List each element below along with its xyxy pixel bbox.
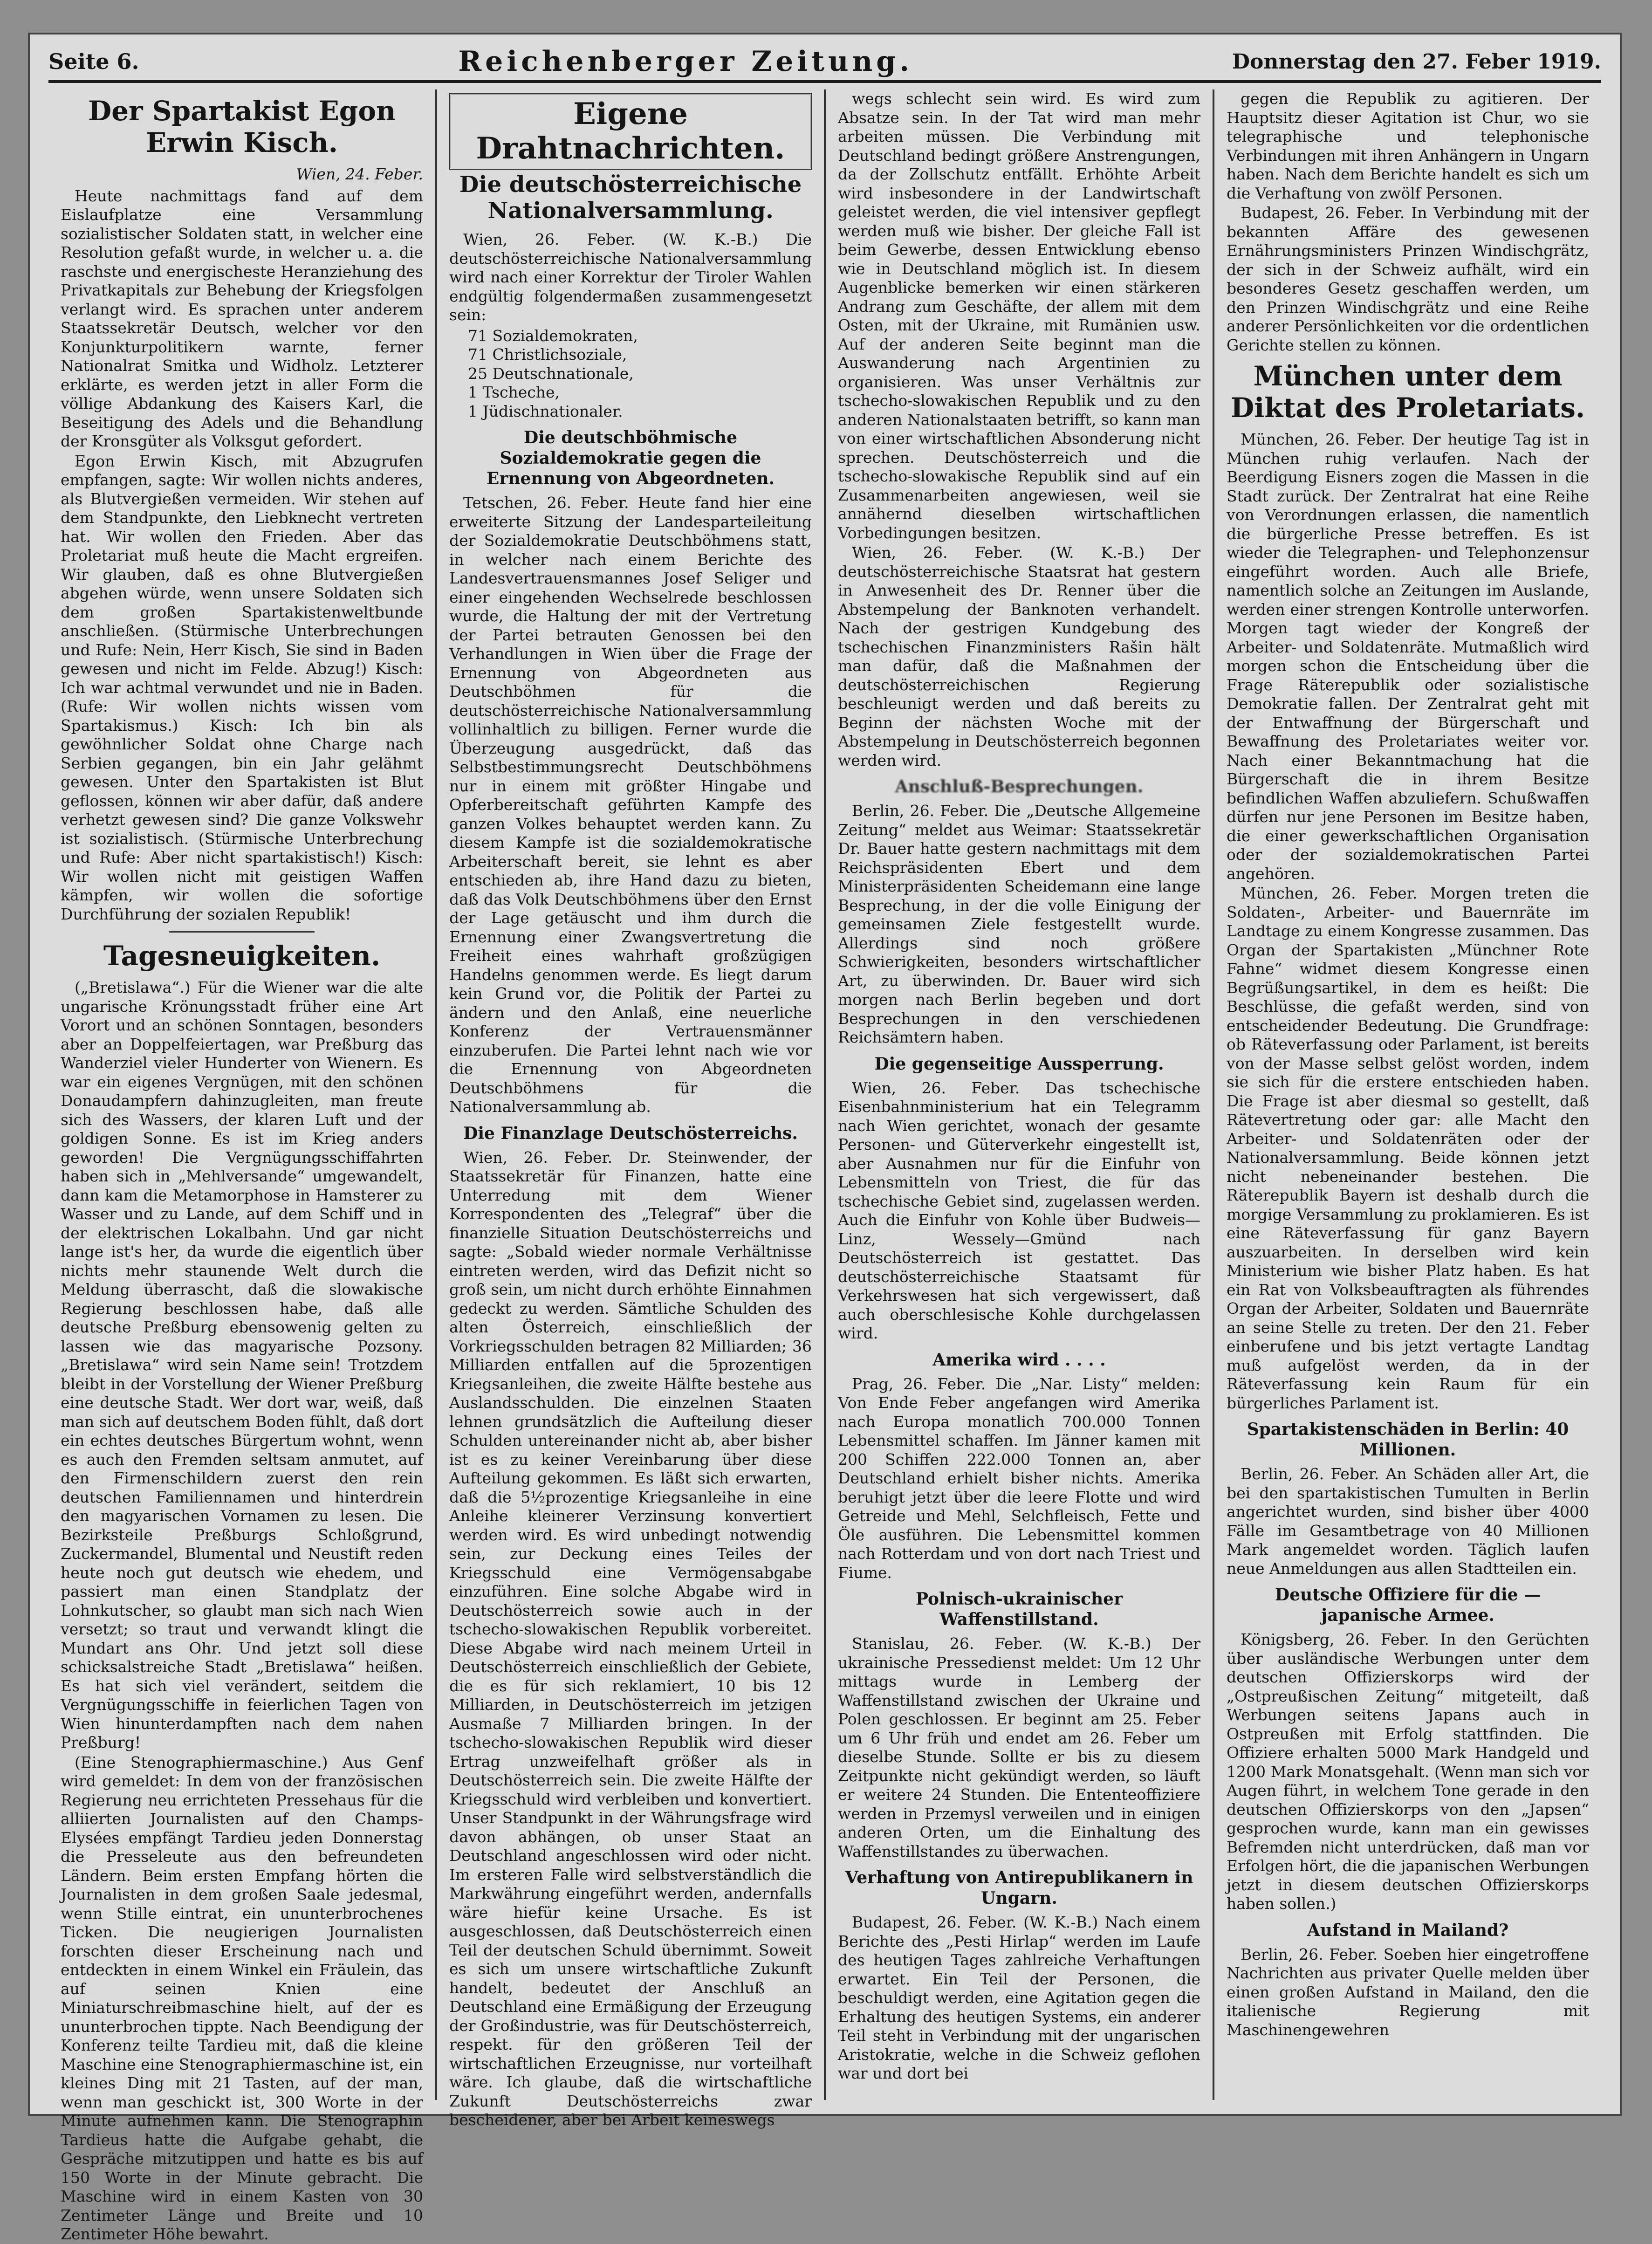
paragraph: Wien, 26. Feber. (W. K.-B.) Der deutschösterreichische Staatsrat hat gestern in Anwesenheit des Dr. Renner über die Abstempelung der Banknoten verhandelt. Nach der gestrigen Kundgebung des tschechischen Finanzministers Rašin hält man dafür, daß die Maßnahmen der deutschösterreichischen Regierung beschleunigt werden und daß bereits zu Beginn der nächsten Woche mit der Abstempelung in Deutschösterreich begonnen werden wird. (838, 543, 1200, 769)
section-title-drahtnachrichten: Eigene Drahtnachrichten. (449, 93, 812, 170)
page-header (48, 43, 1601, 83)
paragraph: Wien, 26. Feber. (W. K.-B.) Die deutschösterreichische Nationalversammlung wird nach einer Korrektur der Tiroler Wahlen endgültig folgendermaßen zusammengesetzt sein: (449, 230, 812, 324)
article-heading: Die Finanzlage Deutschösterreichs. (463, 1123, 798, 1143)
article-title-nationalversammlung: Die deutschösterreichische Nationalversammlung. (459, 172, 802, 224)
article-heading: Aufstand in Mailand? (1307, 1920, 1509, 1940)
paragraph: Berlin, 26. Feber. Die „Deutsche Allgemeine Zeitung“ meldet aus Weimar: Staatssekretär Dr. Bauer hatte gestern nachmittags mit dem Reichspräsidenten Ebert und dem Ministerpräsidenten Scheidemann eine lange Besprechung, in der die volle Einigung der gemeinsamen Ziele festgestellt wurde. Allerdings sind noch größere Schwierigkeiten, besonders wirtschaftlicher Art, zu überwinden. Dr. Bauer wird sich morgen nach Berlin begeben und dort Besprechungen in den verschiedenen Reichsämtern haben. (838, 802, 1200, 1046)
list-item: 71 Sozialdemokraten, (468, 326, 638, 345)
paragraph: Prag, 26. Feber. Die „Nar. Listy“ melden: Von Ende Feber angefangen wird Amerika nach Europa monatlich 700.000 Tonnen Lebensmittel schaffen. Im Jänner kamen mit 200 Schiffen 222.000 Tonnen an, aber Deutschland erhielt bisher nichts. Amerika beruhigt jetzt über die leere Flotte und wird Getreide und Mehl, Selchfleisch, Fette und Öle ausführen. Die Lebensmittel kommen nach Rotterdam und von dort nach Triest und Fiume. (838, 1374, 1200, 1582)
article-heading: Die gegenseitige Aussperrung. (874, 1054, 1164, 1074)
paragraph: („Bretislawa“.) Für die Wiener war die alte ungarische Krönungsstadt früher eine Art Vorort und an schönen Sonntagen, besonders aber an Doppelfeiertagen, war Preßburg das Wanderziel vieler Hunderter von Wienern. Es war ein eigenes Vergnügen, mit den schönen Donaudampfern dahinzugleiten, man freute sich des Wassers, der klaren Luft und der goldigen Sonne. Es ist im Krieg anders geworden! Die Vergnügungsschiffahrten haben sich in „Mehlversande“ umgewandelt, dann kam die Metamorphose in Hamsterer zu Wasser und zu Lande, auf dem Schiff und in der elektrischen Lokalbahn. Und gar nicht lange ist's her, da wurde die eigentlich über nichts mehr staunende Welt durch die Meldung überrascht, daß die slowakische Regierung beschlossen habe, daß alle deutsche Preßburg ebensowenig gelten zu lassen wie das magyarische Pozsony. „Bretislawa“ wird sein Name sein! Trotzdem bleibt in der Vorstellung der Wiener Preßburg eine deutsche Stadt. Wer dort war, weiß, daß man sich auf deutschem Boden fühlt, daß dort ein echtes deutsches Bürgertum wohnt, wenn es auch den Fremden seltsam anmutet, auf den Firmenschildern zuerst den rein deutschen Familiennamen und hinterdrein den magyarischen Vornamen zu lesen. Die Bezirksteile Preßburgs Schloßgrund, Zuckermandel, Blumental und Neustift reden heute noch gut deutsch wie ehedem, und passiert man einen Standplatz der Lohnkutscher, so glaubt man sich nach Wien versetzt; so traut und verwandt klingt die Mundart ans Ohr. Und jetzt soll diese schicksalstreiche Stadt „Bretislawa“ heißen. Es hat sich viel verändert, seitdem die Vergnügungsschiffe in feierlichen Tagen von Wien hinunterdampften nach dem nahen Preßburg! (61, 978, 423, 1751)
article-title-muenchen: München unter dem Diktat des Proletariats. (1230, 360, 1585, 424)
divider (169, 931, 314, 933)
paragraph: Königsberg, 26. Feber. In den Gerüchten über ausländische Werbungen unter dem deutschen Offizierskorps wird der „Ostpreußischen Zeitung“ mitgeteilt, daß Werbungen seitens Japans auch in Ostpreußen mit Erfolg stattfinden. Die Offiziere erhalten 5000 Mark Handgeld und 1200 Mark Monatsgehalt. (Wenn man sich vor Augen führt, in welchem Tone gerade in den deutschen Offizierskorps von den „Japsen“ gesprochen wurde, kann man ein gewisses Befremden nicht unterdrücken, daß man vor Erfolgen hört, die die japanischen Werbungen jetzt in diesem deutschen Offizierskorps haben sollen.) (1227, 1630, 1589, 1913)
list-item: 71 Christlichsoziale, (468, 345, 627, 364)
columns (48, 89, 1601, 2243)
article-title-kisch: Der Spartakist Egon Erwin Kisch. (88, 95, 396, 158)
dateline-kisch: Wien, 24. Feber. (296, 165, 423, 183)
paragraph: München, 26. Feber. Morgen treten die Soldaten-, Arbeiter- und Bauernräte im Landtage zu einem Kongresse zusammen. Das Organ der Spartakisten „Münchner Rote Fahne“ widmet diesem Kongresse einen Begrüßungsartikel, in dem es heißt: Die Beschlüsse, die gefaßt werden, sind von entscheidender Bedeutung. Die Grundfrage: ob Räteverfassung oder Parlament, ist bereits von der Masse selbst gelöst worden, indem sie sich für die erstere entschieden haben. Die Frage ist aber diesmal so gestellt, daß Rätevertretung oder gar: alle Macht den Arbeiter- und Soldatenräten oder der Nationalversammlung. Beide können jetzt nicht nebeneinander bestehen. Die Räterepublik Bayern ist deshalb durch die morgige Versammlung zu proklamieren. Es ist eine Räteverfassung für ganz Bayern auszuarbeiten. In derselben wird kein Ministerium wie bisher Platz haben. Es hat ein Rat von Volksbeauftragten als führendes Organ der Arbeiter, Soldaten und Bauernräte an seine Stelle zu treten. Der den 21. Feber einberufene und bis jetzt vertagte Landtag muß aufgelöst werden, da in der Räteverfassung kein Raum für ein bürgerliches Parlament ist. (1227, 884, 1589, 1412)
paragraph: München, 26. Feber. Der heutige Tag ist in München ruhig verlaufen. Nach der Beerdigung Eisners zogen die Massen in die Stadt zurück. Der Zentralrat hat eine Reihe von Verordnungen erlassen, die namentlich die bürgerliche Presse betreffen. Es ist wieder die Telegraphen- und Telephonzensur eingeführt worden. Auch alle Briefe, namentlich solche an Zeitungen im Auslande, werden einer strengen Kontrolle unterworfen. Morgen tagt wieder der Kongreß der Arbeiter- und Soldatenräte. Mutmaßlich wird morgen schon die Entscheidung über die Frage Räterepublik oder sozialistische Demokratie fallen. Der Zentralrat geht mit der Entwaffnung der Bürgerschaft und Bewaffnung des Proletariates weiter vor. Nach einer Bekanntmachung hat die Bürgerschaft die in ihrem Besitze befindlichen Waffen abzuliefern. Schußwaffen dürfen nur jene Personen im Besitze haben, die einer gewerkschaftlichen Organisation oder der sozialdemokratischen Partei angehören. (1227, 430, 1589, 883)
seat-list (468, 327, 812, 421)
paragraph: Stanislau, 26. Feber. (W. K.-B.) Der ukrainische Pressedienst meldet: Um 12 Uhr mittags wurde in Lemberg der Waffenstillstand zwischen der Ukraine und Polen geschlossen. Er beginnt am 25. Feber um 6 Uhr früh und endet am 26. Feber um dieselbe Stunde. Sollte er bis zu diesem Zeitpunkte nicht gekündigt werden, so läuft er weitere 24 Stunden. Die Ententeoffiziere werden in Przemysl verweilen und in einigen anderen Orten, um die Einhaltung des Waffenstillstandes zu überwachen. (838, 1634, 1200, 1860)
paragraph: Budapest, 26. Feber. (W. K.-B.) Nach einem Berichte des „Pesti Hirlap“ werden im Laufe des heutigen Tages zahlreiche Verhaftungen erwartet. Ein Teil der Personen, die beschuldigt werden, eine Agitation gegen die Erhaltung des heutigen Systems, ein anderer Teil steht in Verbindung mit der ungarischen Aristokratie, welche in die Schweiz geflohen war und dort bei (838, 1913, 1200, 2082)
article-heading: Die deutschböhmische Sozialdemokratie gegen die Ernennung von Abgeordneten. (486, 428, 775, 488)
list-item: 1 Jüdischnationaler. (468, 402, 623, 420)
paragraph: Berlin, 26. Feber. An Schäden aller Art, die bei den spartakistischen Tumulten in Berlin angerichtet wurden, sind bisher über 4000 Fälle im Gesamtbetrage von 40 Millionen Mark angemeldet worden. Täglich laufen neue Anmeldungen aus allen Stadtteilen ein. (1227, 1465, 1589, 1578)
list-item: 25 Deutschnationale, (468, 364, 634, 383)
newspaper-page (28, 33, 1622, 2243)
paragraph: (Eine Stenographiermaschine.) Aus Genf wird gemeldet: In dem von der französischen Regierung neu errichteten Pressehaus für die alliierten Journalisten auf den Champs-Elysées empfängt Tardieu jeden Donnerstag die Presseleute aus den befreundeten Ländern. Beim ersten Empfang hörten die Journalisten in dem großen Saale jedesmal, wenn Stille eintrat, ein ununterbrochenes Ticken. Die neugierigen Journalisten forschten dieser Erscheinung nach und entdeckten in einem Winkel ein Fräulein, das auf seinen Knien eine Miniaturschreibmaschine hielt, auf der es ununterbrochen tippte. Nach Beendigung der Konferenz teilte Tardieu mit, daß die kleine Maschine eine Stenographiermaschine ist, ein kleines Ding mit 21 Tasten, auf der man, wenn man geschickt ist, 300 Worte in der Minute aufnehmen kann. Die Stenographin Tardieus hatte die Aufgabe gehabt, die Gespräche mitzutippen und hatte es bis auf 150 Worte in der Minute gebracht. Die Maschine wird in einem Kasten von 30 Zentimeter Länge und Breite und 10 Zentimeter Höhe bewahrt. (61, 1753, 423, 2243)
article-heading: Deutsche Offiziere für die — japanische Armee. (1275, 1585, 1541, 1625)
paragraph: Budapest, 26. Feber. In Verbindung mit der bekannten Affäre des gewesenen Ernährungsministers Prinzen Windischgrätz, der sich in der Schweiz aufhält, wird ein besonderes Gesetz geschaffen werden, um den Prinzen Windischgrätz und eine Reihe anderer Persönlichkeiten vor die ordentlichen Gerichte stellen zu können. (1227, 204, 1589, 354)
paragraph: Wien, 26. Feber. Dr. Steinwender, der Staatssekretär für Finanzen, hatte eine Unterredung mit dem Wiener Korrespondenten des „Telegraf“ über die finanzielle Situation Deutschösterreichs und sagte: „Sobald wieder normale Verhältnisse eintreten werden, wird das Defizit nicht so groß sein, um nicht durch erhöhte Einnahmen gedeckt zu werden. Sämtliche Schulden des alten Österreich, einschließlich der Vorkriegsschulden betragen 82 Milliarden; 36 Milliarden entfallen auf die 5prozentigen Kriegsanleihen, die zweite Hälfte bestehe aus Auslandsschulden. Die einzelnen Staaten lehnen grundsätzlich die Aufteilung dieser Schulden untereinander nicht ab, aber bisher ist es zu keiner Vereinbarung über diese Aufteilung gekommen. Es läßt sich erwarten, daß die 5½prozentige Kriegsanleihe in eine Anleihe kleinerer Verzinsung konvertiert werden wird. Es wird unbedingt notwendig sein, zur Deckung eines Teiles der Kriegsschuld eine Vermögensabgabe einzuführen. Eine solche Abgabe wird in Deutschösterreich sowie auch in der tschecho-slowakischen Republik vorbereitet. Diese Abgabe wird nach meinem Urteil in Deutschösterreich einschließlich der Gebiete, die es für sich reklamiert, 10 bis 12 Milliarden, in Deutschösterreich im jetzigen Ausmaße 7 Milliarden bringen. In der tschecho-slowakischen Republik wird dieser Ertrag unzweifelhaft größer als in Deutschösterreich sein. Die zweite Hälfte der Kriegsschuld wird verbleiben und konvertiert. Unser Standpunkt in der Währungsfrage wird davon abhängen, ob unser Staat an Deutschland angeschlossen wird oder nicht. Im ersteren Falle wird selbstverständlich die Markwährung eingeführt werden, andernfalls wäre hiefür keine Ursache. Es ist ausgeschlossen, daß Deutschösterreich einen Teil der deutschen Schuld übernimmt. Soweit es sich um unsere wirtschaftliche Zukunft handelt, bedeutet der Anschluß an Deutschland eine Ermäßigung der Erzeugung der Großindustrie, was für Deutschösterreich, respekt. für den größeren Teil der wirtschaftlichen Erzeugnisse, nur vorteilhaft wäre. Ich glaube, daß die wirtschaftliche Zukunft Deutschösterreichs zwar bescheidener, aber bei Arbeit keineswegs (449, 1148, 812, 2129)
paragraph: wegs schlecht sein wird. Es wird zum Absatze sein. In der Tat wird man mehr arbeiten müssen. Die Verbindung mit Deutschland bedingt größere Anstrengungen, da der Zollschutz entfällt. Erhöhte Arbeit wird insbesondere in der Landwirtschaft geleistet werden, die viel intensiver gepflegt werden muß wie bisher. Der gleiche Fall ist beim Gewerbe, dessen Entwicklung ebenso wie in Deutschland möglich ist. In diesem Augenblicke bemerken wir einen stärkeren Andrang zum Geschäfte, der allem mit dem Osten, mit der Ukraine, mit Rumänien usw. Auf der anderen Seite beginnt man die Auswanderung nach Argentinien zu organisieren. Was unser Verhältnis zur tschecho-slowakischen Republik und zu den anderen Nationalstaaten betrifft, so kann man von einer wirtschaftlichen Absonderung nicht sprechen. Deutschösterreich und die tschecho-slowakische Republik sind auf ein Zusammenarbeiten angewiesen, weil sie annähernd dieselben wirtschaftlichen Vorbedingungen besitzen. (838, 89, 1200, 542)
paragraph: Wien, 26. Feber. Das tschechische Eisenbahnministerium hat ein Telegramm nach Wien gerichtet, wonach der gesamte Personen- und Güterverkehr eingestellt ist, aber Ausnahmen nur für die Einfuhr von Lebensmitteln von Triest, die für das tschechische Gebiet sind, zugelassen werden. Auch die Einfuhr von Kohle über Budweis—Linz, Wessely—Gmünd nach Deutschösterreich ist gestattet. Das deutschösterreichische Staatsamt für Verkehrswesen hat sich vergewissert, daß auch oberschlesische Kohle durchgelassen wird. (838, 1078, 1200, 1342)
article-heading: Anschluß-Besprechungen. (895, 777, 1144, 796)
page-number: Seite 6. (48, 49, 139, 74)
column-2 (437, 89, 826, 2129)
masthead: Reichenberger Zeitung. (458, 45, 913, 78)
paragraph: Heute nachmittags fand auf dem Eislaufplatze eine Versammlung sozialistischer Soldaten statt, in welcher eine Resolution gefaßt wurde, in welcher u. a. die raschste und energischeste Heranziehung des Privatkapitals zur Behebung der Kriegsfolgen verlangt wird. Es sprachen unter anderem Staatssekretär Deutsch, welcher vor den Konjunkturpolitikern warnte, ferner Nationalrat Smitka und Widholz. Letzterer erklärte, es werden jetzt in aller Form die völlige Abdankung des Kaisers Karl, die Beseitigung des Adels und die Behandlung der Kronsgüter als Volksgut gefordert. (61, 186, 423, 450)
issue-date: Donnerstag den 27. Feber 1919. (1232, 49, 1601, 74)
column-3 (826, 89, 1214, 2100)
article-heading: Amerika wird . . . . (932, 1350, 1106, 1370)
column-4 (1214, 89, 1601, 2100)
paragraph: gegen die Republik zu agitieren. Der Hauptsitz dieser Agitation ist Chur, wo sie telegraphische und telephonische Verbindungen mit ihren Anhängern in Ungarn haben. Nach dem Berichte handelt es sich um die Verhaftung von zwölf Personen. (1227, 89, 1589, 202)
paragraph: Tetschen, 26. Feber. Heute fand hier eine erweiterte Sitzung der Landesparteileitung der Sozialdemokratie Deutschböhmens statt, in welcher nach einem Berichte des Landesvertrauensmannes Josef Seliger und einer eingehenden Wechselrede beschlossen wurde, die Haltung der mit der Vertretung der Partei betrauten Genossen bei den Verhandlungen in Wien über die Frage der Ernennung von Abgeordneten aus Deutschböhmen für die deutschösterreichische Nationalversammlung vollinhaltlich zu billigen. Ferner wurde die Überzeugung ausgedrückt, daß das Selbstbestimmungsrecht Deutschböhmens nur in einem mit größter Hingabe und Opferbereitschaft geführten Kampfe des ganzen Volkes behauptet werden kann. Zu diesem Kampfe ist die sozialdemokratische Arbeiterschaft bereit, sie lehnt es aber entschieden ab, ihre Hand dazu zu bieten, daß das Volk Deutschböhmens über den Ernst der Lage getäuscht und ihm durch die Ernennung einer Zwangsvertretung die Freiheit eines wahrhaft großzügigen Handelns genommen werde. Es liegt darum kein Grund vor, die Politik der Partei zu ändern und den Anlaß, eine neuerliche Konferenz der Vertrauensmänner einzuberufen. Die Partei lehnt nach wie vor die Ernennung von Abgeordneten Deutschböhmens für die Nationalversammlung ab. (449, 494, 812, 1116)
section-title-tagesneuigkeiten: Tagesneuigkeiten. (103, 940, 381, 972)
article-heading: Verhaftung von Antirepublikanern in Ungarn. (845, 1868, 1193, 1908)
paragraph: Berlin, 26. Feber. Soeben hier eingetroffene Nachrichten aus privater Quelle melden über einen großen Aufstand in Mailand, den die italienische Regierung mit Maschinengewehren (1227, 1945, 1589, 2039)
article-heading: Spartakistenschäden in Berlin: 40 Millionen. (1247, 1420, 1569, 1460)
paragraph: Egon Erwin Kisch, mit Abzugrufen empfangen, sagte: Wir wollen nichts anderes, als Blutvergießen vermeiden. Wir stehen auf dem Standpunkte, den Liebknecht vertreten hat. Wir wollen den Frieden. Aber das Proletariat muß heute die Macht ergreifen. Wir glauben, daß es ohne Blutvergießen abgehen würde, wenn unsere Soldaten sich dem großen Spartakistenweltbunde anschließen. (Stürmische Unterbrechungen und Rufe: Nein, Herr Kisch, Sie sind in Baden gewesen und nicht im Felde. Abzug!) Kisch: Ich war achtmal verwundet und nie in Baden. (Rufe: Wir wollen nichts wissen vom Spartakismus.) Kisch: Ich bin als gewöhnlicher Soldat ohne Charge nach Serbien gegangen, bin ein Jahr gelähmt gewesen. Unter den Spartakisten ist Blut geflossen, können wir aber dafür, daß andere verhetzt gewesen sind? Die ganze Volkswehr ist sozialistisch. (Stürmische Unterbrechung und Rufe: Aber nicht spartakistisch!) Kisch: Wir wollen nicht mit geistigen Waffen kämpfen, wir wollen die sofortige Durchführung der sozialen Republik! (61, 452, 423, 923)
list-item: 1 Tscheche, (468, 383, 560, 401)
article-heading: Polnisch-ukrainischer Waffenstillstand. (915, 1589, 1123, 1629)
column-1 (48, 89, 437, 2243)
